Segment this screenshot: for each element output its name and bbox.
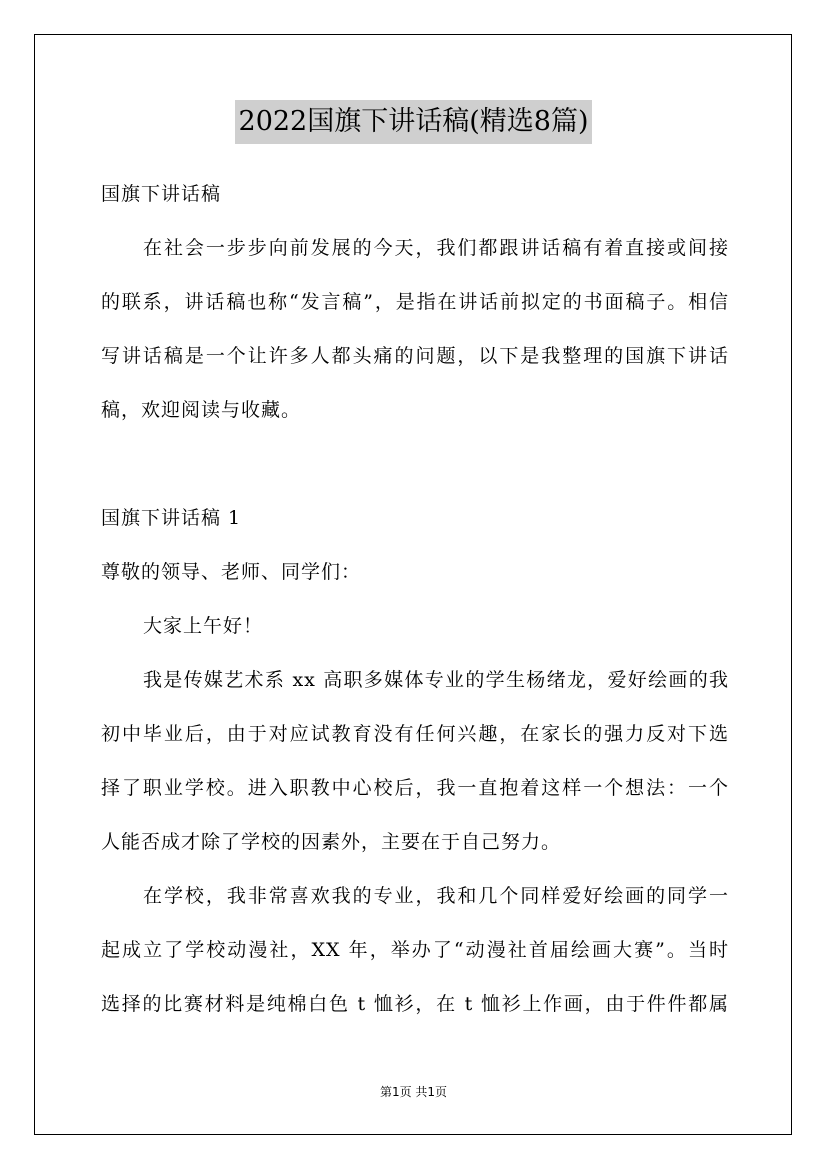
greeting: 大家上午好！ — [143, 615, 264, 637]
intro-line: 的联系，讲话稿也称“发言稿”，是指在讲话前拟定的书面稿子。相信 — [101, 291, 729, 313]
intro-line: 稿，欢迎阅读与收藏。 — [101, 399, 302, 421]
page-footer: 第1页 共1页 — [379, 1085, 448, 1099]
intro-line: 写讲话稿是一个让许多人都头痛的问题，以下是我整理的国旗下讲话 — [101, 345, 729, 367]
intro-line: 在社会一步步向前发展的今天，我们都跟讲话稿有着直接或间接 — [143, 237, 729, 259]
document-body — [101, 172, 729, 1036]
paragraph-line: 初中毕业后，由于对应试教育没有任何兴趣，在家长的强力反对下选 — [101, 723, 729, 745]
paragraph-gap — [101, 442, 729, 496]
paragraph-line: 起成立了学校动漫社，XX 年，举办了“动漫社首届绘画大赛”。当时 — [101, 939, 729, 961]
paragraph-line: 选择的比赛材料是纯棉白色 t 恤衫，在 t 恤衫上作画，由于件件都属 — [101, 993, 729, 1015]
title-container — [0, 100, 827, 144]
salutation: 尊敬的领导、老师、同学们： — [101, 561, 362, 583]
section-heading: 国旗下讲话稿 — [101, 183, 222, 205]
speech-heading: 国旗下讲话稿 1 — [101, 507, 242, 529]
paragraph-line: 在学校，我非常喜欢我的专业，我和几个同样爱好绘画的同学一 — [143, 885, 729, 907]
document-title: 2022国旗下讲话稿(精选8篇) — [235, 100, 593, 144]
paragraph-line: 择了职业学校。进入职教中心校后，我一直抱着这样一个想法：一个 — [101, 777, 729, 799]
paragraph-line: 我是传媒艺术系 xx 高职多媒体专业的学生杨绪龙，爱好绘画的我 — [143, 669, 729, 691]
paragraph-line: 人能否成才除了学校的因素外，主要在于自己努力。 — [101, 831, 562, 853]
